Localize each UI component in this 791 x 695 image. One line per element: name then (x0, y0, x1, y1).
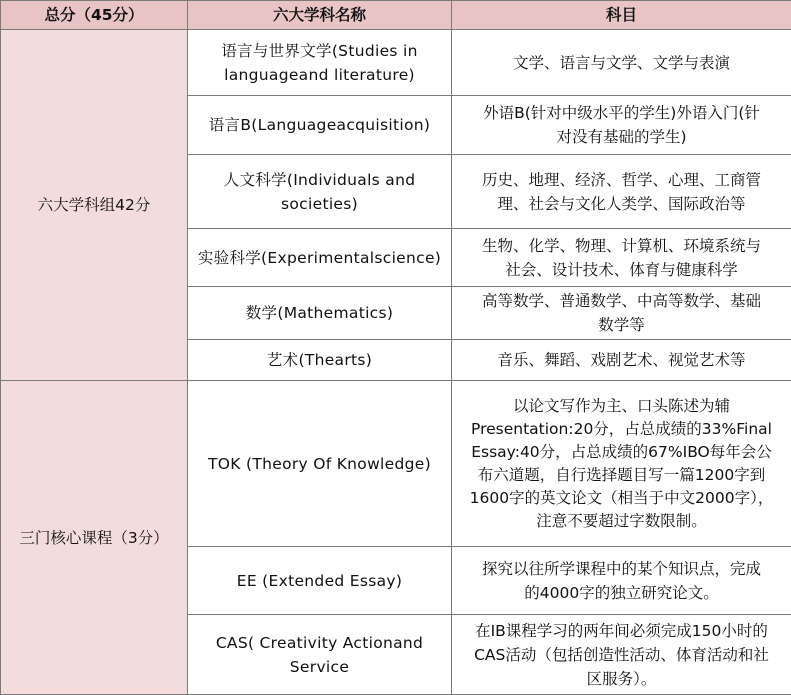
name-line: societies) (194, 192, 445, 216)
subject-group-name (188, 96, 452, 155)
subject-group-name (188, 340, 452, 381)
subject-group-name (188, 155, 452, 229)
subject-line: 1600字的英文论文（相当于中文2000字）， (458, 487, 785, 510)
name-line: 人文科学(Individuals and (194, 168, 445, 192)
name-line: Service (194, 655, 445, 679)
subject-line: 高等数学、普通数学、中高等数学、基础 (458, 289, 785, 313)
subject-group-name (188, 287, 452, 340)
subject-line: Essay:40分，占总成绩的67%IBO每年会公 (458, 441, 785, 464)
subject-line: 音乐、舞蹈、戏剧艺术、视觉艺术等 (458, 348, 785, 372)
subject-line: 外语B(针对中级水平的学生)外语入门(针 (458, 101, 785, 125)
group-label-six-subjects: 六大学科组42分 (1, 30, 188, 381)
name-line: 艺术(Thearts) (194, 348, 445, 372)
subject-line: 探究以往所学课程中的某个知识点，完成 (458, 557, 785, 581)
subject-line: 以论文写作为主、口头陈述为辅 (458, 395, 785, 418)
subject-list (452, 615, 791, 695)
subject-line: 在IB课程学习的两年间必须完成150小时的 (458, 619, 785, 643)
subject-line: 理、社会与文化人类学、国际政治等 (458, 192, 785, 216)
name-line: 语言B(Languageacquisition) (194, 113, 445, 137)
subject-group-name (188, 229, 452, 287)
subject-line: 生物、化学、物理、计算机、环境系统与 (458, 234, 785, 258)
header-row (1, 1, 791, 30)
name-line: EE (Extended Essay) (194, 569, 445, 593)
subject-line: Presentation:20分，占总成绩的33%Final (458, 418, 785, 441)
subject-group-name (188, 381, 452, 547)
subject-list (452, 155, 791, 229)
name-line: TOK (Theory Of Knowledge) (194, 452, 445, 476)
name-line: CAS( Creativity Actionand (194, 631, 445, 655)
subject-list (452, 340, 791, 381)
subject-line: 对没有基础的学生) (458, 125, 785, 149)
subject-line: 文学、语言与文学、文学与表演 (458, 51, 785, 75)
subject-list (452, 229, 791, 287)
subject-line: 区服务）。 (458, 667, 785, 691)
header-subjects: 科目 (452, 1, 791, 30)
table-row (1, 30, 791, 96)
subject-line: 布六道题，自行选择题目写一篇1200字到 (458, 464, 785, 487)
subject-line: 历史、地理、经济、哲学、心理、工商管 (458, 168, 785, 192)
subject-list (452, 287, 791, 340)
subject-line: 数学等 (458, 313, 785, 337)
subject-line: CAS活动（包括创造性活动、体育活动和社 (458, 643, 785, 667)
subject-group-name (188, 30, 452, 96)
subject-line: 的4000字的独立研究论文。 (458, 581, 785, 605)
table-row (1, 381, 791, 547)
subject-group-name (188, 615, 452, 695)
name-line: 实验科学(Experimentalscience) (190, 246, 449, 270)
header-subject-group-name: 六大学科名称 (188, 1, 452, 30)
name-line: 语言与世界文学(Studies in (194, 39, 445, 63)
subject-list (452, 96, 791, 155)
subject-group-name (188, 547, 452, 615)
subject-list (452, 547, 791, 615)
name-line: 数学(Mathematics) (194, 301, 445, 325)
header-total-score: 总分（45分） (1, 1, 188, 30)
subject-line: 注意不要超过字数限制。 (458, 510, 785, 533)
subject-list (452, 30, 791, 96)
name-line: languageand literature) (194, 63, 445, 87)
group-label-core-courses: 三门核心课程（3分） (1, 381, 188, 695)
subject-list (452, 381, 791, 547)
subject-line: 社会、设计技术、体育与健康科学 (458, 258, 785, 282)
